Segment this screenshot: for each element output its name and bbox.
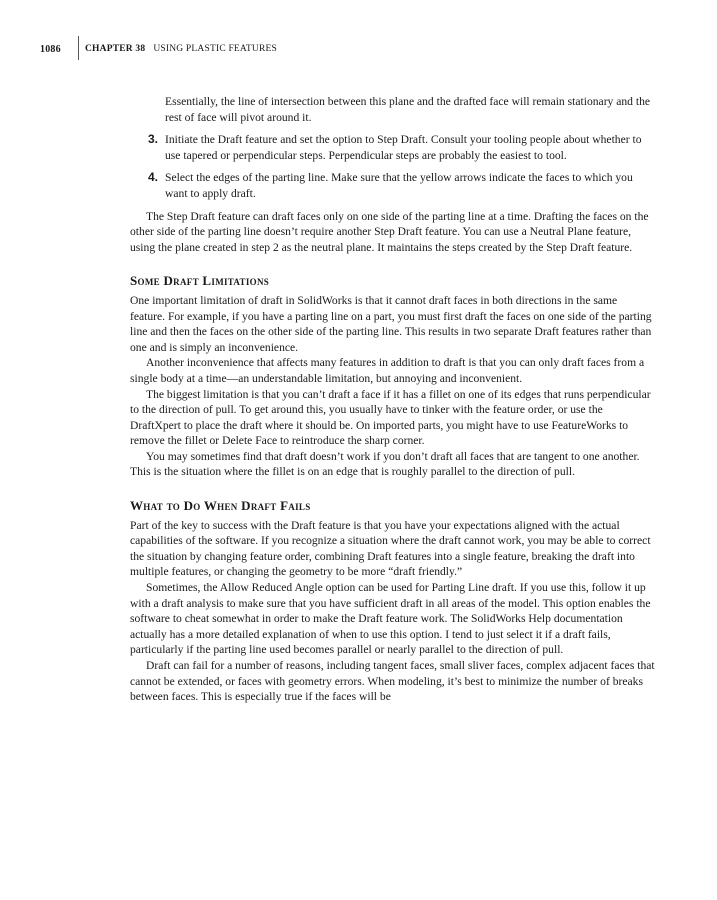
step-item	[130, 132, 655, 163]
chapter-title: USING PLASTIC FEATURES	[153, 44, 278, 54]
page-body	[130, 94, 655, 705]
section-heading: What to Do When Draft Fails	[130, 498, 311, 514]
step-number: 4.	[147, 170, 158, 185]
running-head	[40, 42, 277, 56]
paragraph: Another inconvenience that affects many features in addition to draft is that you can only draft faces from a single body at a time—an understandable limitation, but annoying and inconvenient.	[130, 356, 645, 385]
paragraph: Sometimes, the Allow Reduced Angle option can be used for Parting Line draft. If you use this, follow it up with a draft analysis to make sure that you have sufficient draft in all areas of the model. This option enables the software to cheat somewhat in order to make the Draft feature work. The SolidWorks Help documentation actually has a more detailed explanation of when to use this option. I tend to just select it if a draft fails, particularly if the parting line used becomes parallel or nearly parallel to the direction of pull.	[130, 581, 651, 657]
paragraph: Draft can fail for a number of reasons, including tangent faces, small sliver faces, complex adjacent faces that cannot be extended, or faces with geometry errors. When modeling, it’s best to minimize the number of breaks between faces. This is especially true if the faces will be	[130, 659, 655, 704]
header-divider	[78, 36, 79, 60]
step-item	[130, 170, 655, 201]
step-text: Initiate the Draft feature and set the option to Step Draft. Consult your tooling people about whether to use tapered or perpendicular steps. Perpendicular steps are probably the easiest to tool.	[165, 133, 642, 162]
section-heading: Some Draft Limitations	[130, 273, 270, 289]
paragraph: You may sometimes find that draft doesn’t work if you don’t draft all faces that are tangent to one another. This is the situation where the fillet is on an edge that is roughly parallel to the direction of pull.	[130, 449, 640, 479]
paragraph: The biggest limitation is that you can’t draft a face if it has a fillet on one of its edges that runs perpendicular to the direction of pull. To get around this, you usually have to tinker with the feature order, or use the DraftXpert to place the draft where it should be. On imported parts, you might have to use FeatureWorks to remove the fillet or Delete Face to reintroduce the sharp corner.	[130, 387, 651, 448]
chapter-label: CHAPTER 38	[85, 44, 146, 54]
step-number: 3.	[147, 132, 158, 147]
intro-continuation: Essentially, the line of intersection between this plane and the drafted face will remain stationary and the rest of face will pivot around it.	[165, 95, 651, 124]
paragraph: Part of the key to success with the Draft feature is that you have your expectations aligned with the actual capabilities of the software. If you recognize a situation where the draft cannot work, you may be able to correct the situation by changing feature order, combining Draft features into a single feature, breaking the draft into multiple features, or changing the geometry to be more “draft friendly.”	[130, 518, 651, 579]
step-text: Select the edges of the parting line. Make sure that the yellow arrows indicate the faces to which you want to apply draft.	[165, 171, 633, 200]
paragraph: One important limitation of draft in SolidWorks is that it cannot draft faces in both directions in the same feature. For example, if you have a parting line on a part, you must first draft the faces on one side of the parting line and then the faces on the other side of the parting line. This results in two separate Draft features rather than one and is simply an inconvenience.	[130, 293, 652, 354]
page-number: 1086	[40, 43, 61, 55]
paragraph: The Step Draft feature can draft faces only on one side of the parting line at a time. Drafting the faces on the other side of the parting line doesn’t require another Step Draft feature. You can use a Neutral Plane feature, using the plane created in step 2 as the neutral plane. It maintains the steps created by the Step Draft feature.	[130, 209, 649, 254]
